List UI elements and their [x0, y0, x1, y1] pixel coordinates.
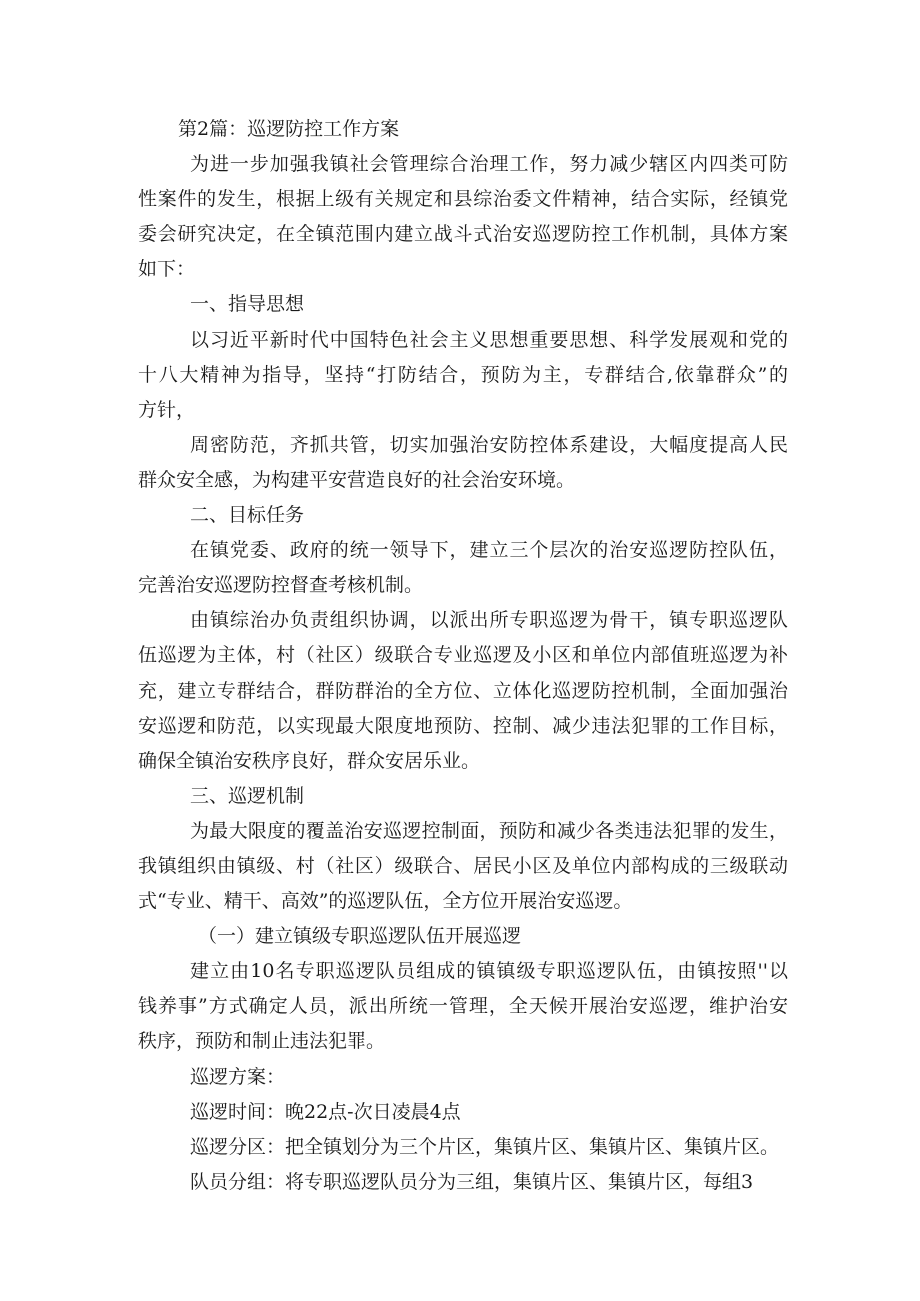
paragraph-line: 完善治安巡逻防控督查考核机制。 — [138, 574, 424, 597]
section-heading: 二、目标任务 — [190, 504, 305, 527]
plan-label: 巡逻方案： — [190, 1065, 286, 1088]
document-title: 第2篇：巡逻防控工作方案 — [178, 118, 400, 140]
section-heading: 三、巡逻机制 — [190, 784, 305, 807]
paragraph-line: 建立由10名专职巡逻队员组成的镇镇级专职巡逻队伍，由镇按照''以 — [190, 960, 788, 983]
paragraph-line: 为最大限度的覆盖治安巡逻控制面，预防和减少各类违法犯罪的发生， — [190, 819, 788, 842]
document-body — [138, 112, 788, 1200]
patrol-time: 巡逻时间：晚22点-次日凌晨4点 — [190, 1100, 461, 1123]
paragraph-line: 在镇党委、政府的统一领导下，建立三个层次的治安巡逻防控队伍， — [190, 539, 788, 562]
paragraph-line: 十八大精神为指导，坚持“打防结合，预防为主，专群结合,依靠群众”的 — [138, 363, 788, 386]
section-heading: 一、指导思想 — [190, 293, 305, 316]
paragraph-line: 秩序，预防和制止违法犯罪。 — [138, 1030, 386, 1053]
paragraph-line: 安巡逻和防范，以实现最大限度地预防、控制、减少违法犯罪的工作目标， — [138, 714, 788, 737]
paragraph-line: 以习近平新时代中国特色社会主义思想重要思想、科学发展观和党的 — [190, 328, 788, 351]
paragraph-line: 方针， — [138, 398, 196, 421]
paragraph-line: 周密防范，齐抓共管，切实加强治安防控体系建设，大幅度提高人民 — [190, 433, 788, 456]
paragraph-line: 由镇综治办负责组织协调，以派出所专职巡逻为骨干，镇专职巡逻队 — [190, 609, 788, 632]
paragraph-line: 性案件的发生，根据上级有关规定和县综治委文件精神，结合实际，经镇党 — [138, 188, 788, 211]
paragraph-line: 伍巡逻为主体，村（社区）级联合专业巡逻及小区和单位内部值班巡逻为补 — [138, 644, 788, 667]
team-grouping: 队员分组：将专职巡逻队员分为三组，集镇片区、集镇片区，每组3 — [190, 1170, 754, 1193]
paragraph-line: 为进一步加强我镇社会管理综合治理工作，努力减少辖区内四类可防 — [190, 153, 788, 176]
patrol-zones: 巡逻分区：把全镇划分为三个片区，集镇片区、集镇片区、集镇片区。 — [190, 1135, 780, 1158]
paragraph-line: 委会研究决定，在全镇范围内建立战斗式治安巡逻防控工作机制，具体方案 — [138, 223, 788, 246]
paragraph-line: 我镇组织由镇级、村（社区）级联合、居民小区及单位内部构成的三级联动 — [138, 854, 788, 877]
paragraph-line: 钱养事”方式确定人员，派出所统一管理，全天候开展治安巡逻，维护治安 — [138, 995, 788, 1018]
paragraph-line: 群众安全感，为构建平安营造良好的社会治安环境。 — [138, 468, 576, 491]
subsection-heading: （一）建立镇级专职巡逻队伍开展巡逻 — [198, 925, 522, 948]
paragraph-line: 式“专业、精干、高效”的巡逻队伍，全方位开展治安巡逻。 — [138, 890, 633, 913]
paragraph-line: 充，建立专群结合，群防群治的全方位、立体化巡逻防控机制，全面加强治 — [138, 679, 788, 702]
paragraph-line: 确保全镇治安秩序良好，群众安居乐业。 — [138, 749, 481, 772]
paragraph-line: 如下： — [138, 258, 196, 281]
